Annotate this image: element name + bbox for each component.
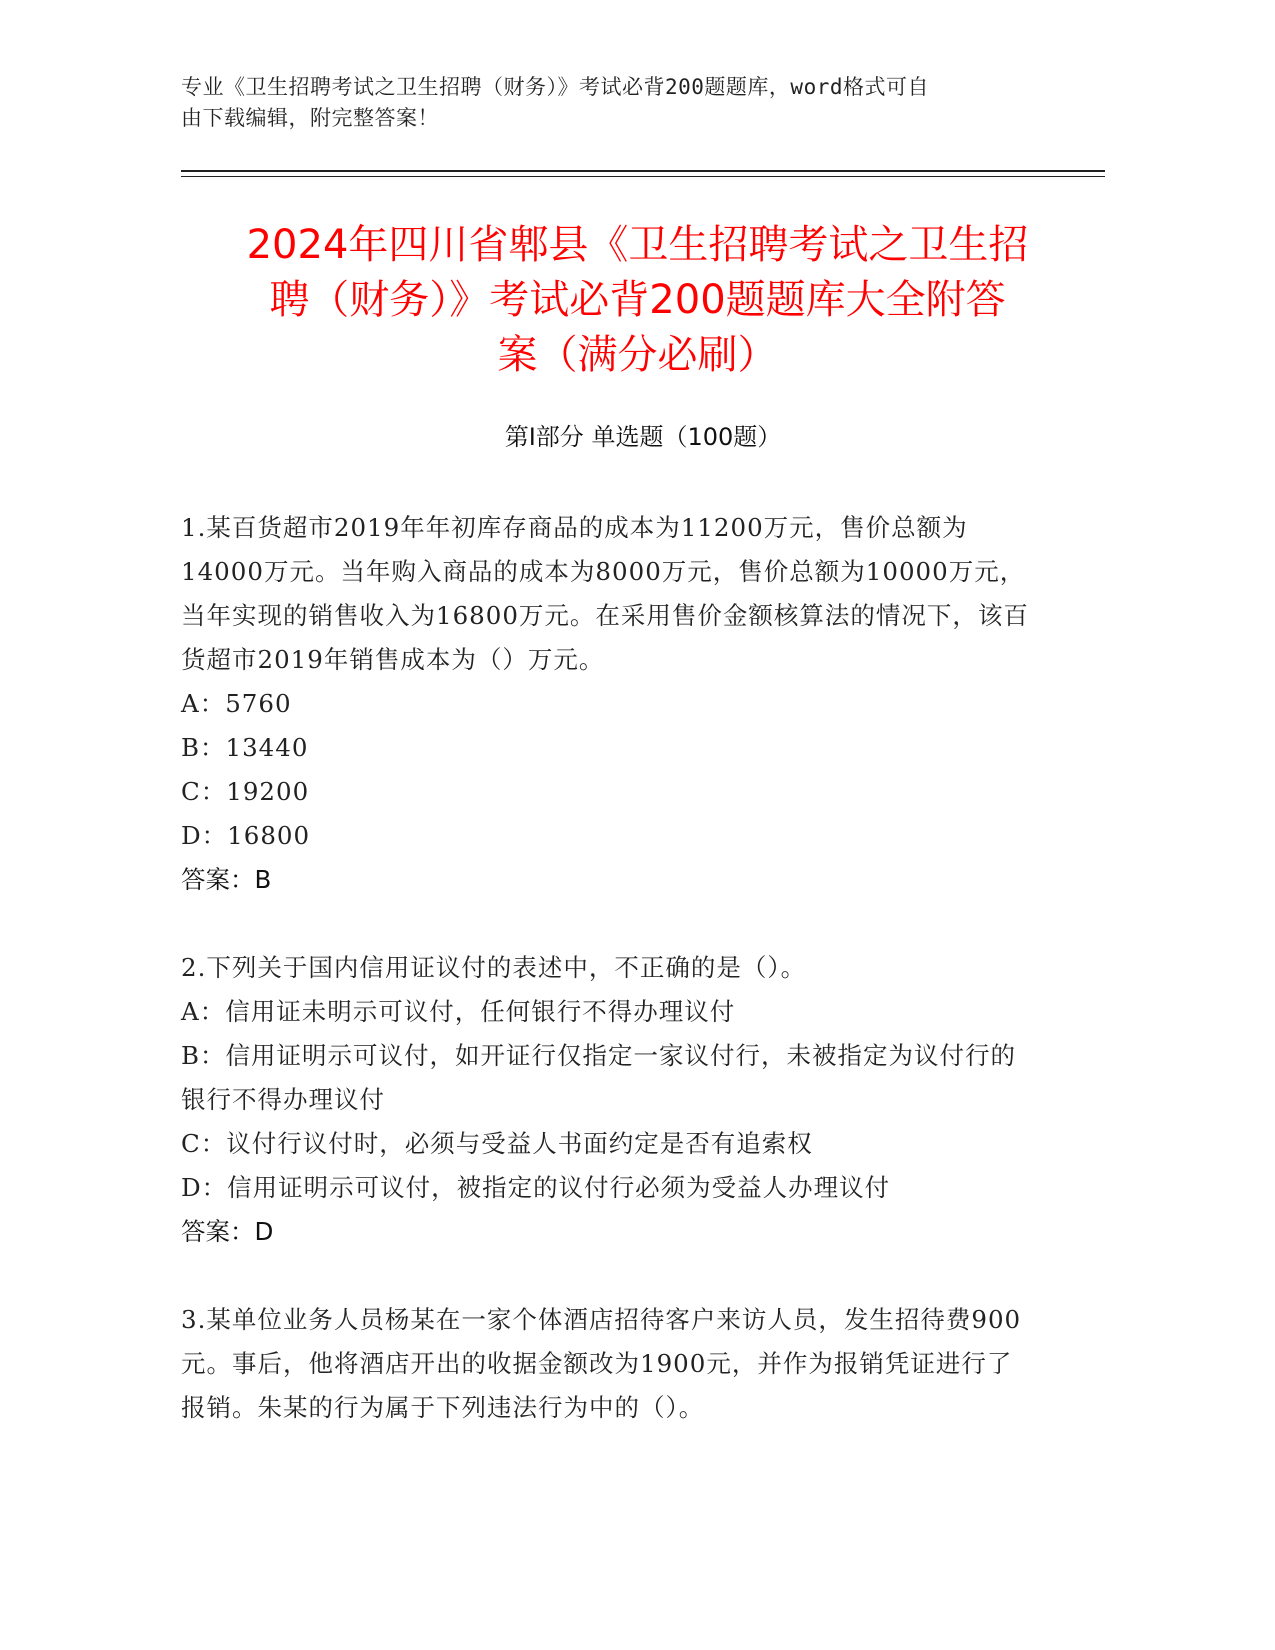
document-title [160,218,1115,383]
header-divider-thin [181,176,1105,177]
document-title-line-3: 案（满分必刷） [497,332,778,378]
option-d: D：信用证明示可议付，被指定的议付行必须为受益人办理议付 [181,1173,891,1202]
question-stem: 2.下列关于国内信用证议付的表述中，不正确的是（）。 [181,953,807,982]
option-b: B：13440 [181,733,309,762]
header-note [181,72,1061,134]
question-3 [181,1298,1031,1430]
option-a: A：5760 [181,689,292,718]
option-a: A：信用证未明示可议付，任何银行不得办理议付 [181,997,736,1026]
document-title-line-2: 聘（财务）》考试必背200题题库大全附答 [269,277,1006,323]
question-1 [181,506,1031,902]
question-2 [181,946,1031,1254]
option-d: D：16800 [181,821,311,850]
document-title-line-1: 2024年四川省郫县《卫生招聘考试之卫生招 [246,222,1029,268]
header-divider-thick [181,170,1105,172]
header-note-line-1: 专业《卫生招聘考试之卫生招聘（财务）》考试必背200题题库，word格式可自 [181,75,929,99]
answer-text: 答案：B [181,865,272,894]
header-note-line-2: 由下载编辑，附完整答案！ [181,106,439,130]
question-list [181,506,1031,1474]
answer-text: 答案：D [181,1217,274,1246]
question-stem: 1.某百货超市2019年年初库存商品的成本为11200万元，售价总额为14000万元。当年购入商品的成本为8000万元，售价总额为10000万元，当年实现的销售收入为16800万元。在采用售价金额核算法的情况下，该百货超市2019年销售成本为（）万元。 [181,513,1029,674]
question-stem: 3.某单位业务人员杨某在一家个体酒店招待客户来访人员，发生招待费900元。事后，他将酒店开出的收据金额改为1900元，并作为报销凭证进行了报销。朱某的行为属于下列违法行为中的（）。 [181,1305,1022,1422]
option-c: C：议付行议付时，必须与受益人书面约定是否有追索权 [181,1129,813,1158]
option-b: B：信用证明示可议付，如开证行仅指定一家议付行，未被指定为议付行的银行不得办理议付 [181,1041,1017,1114]
section-heading: 第Ⅰ部分 单选题（100题） [504,423,782,451]
option-c: C：19200 [181,777,310,806]
